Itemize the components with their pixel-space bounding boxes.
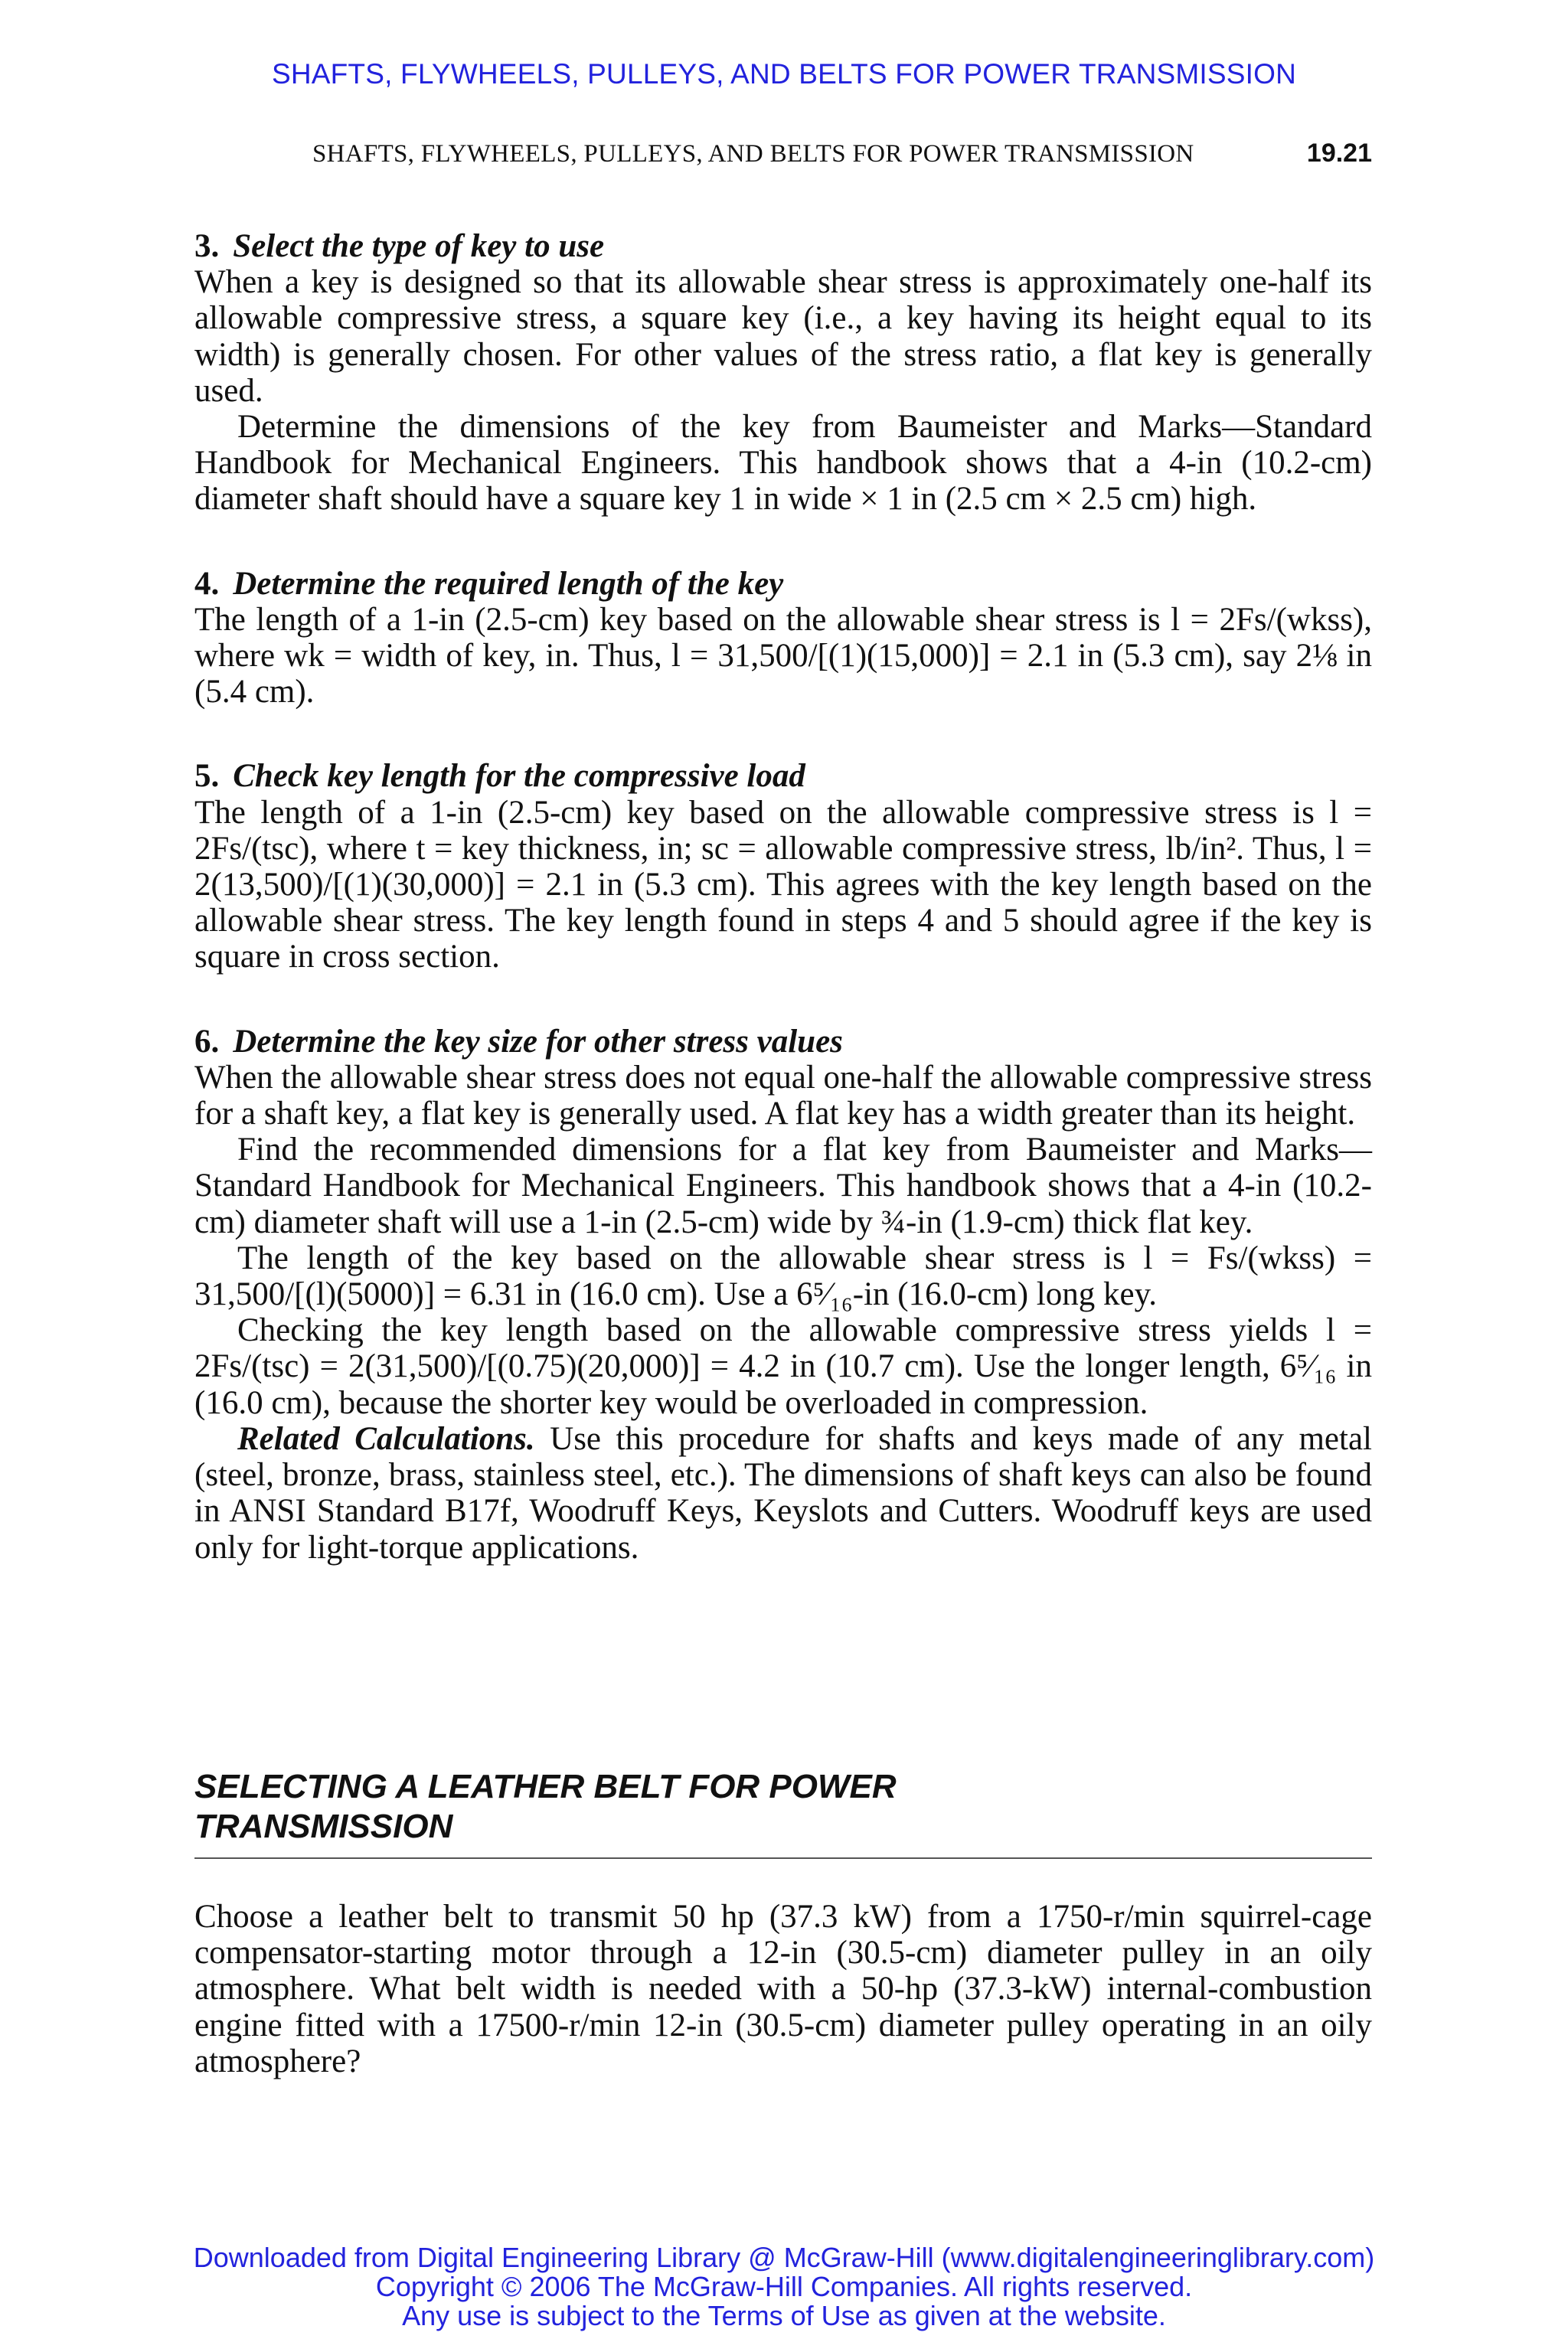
main-content — [194, 228, 1372, 1566]
step-6-heading — [194, 1024, 1372, 1060]
step-title: Select the type of key to use — [233, 228, 605, 264]
step-title: Determine the required length of the key — [233, 565, 784, 602]
step-title: Check key length for the compressive load — [233, 758, 805, 795]
document-banner: SHAFTS, FLYWHEELS, PULLEYS, AND BELTS FOR POWER TRANSMISSION — [271, 58, 1297, 90]
step-4 — [194, 566, 1372, 710]
step-6 — [194, 1024, 1372, 1566]
section-title — [194, 1767, 1372, 1859]
step-3-paragraph-1: When a key is designed so that its allowable shear stress is approximately one-half its allowable compressive stress, a square key (i.e., a key having its height equal to its width) is generally chosen. For other values of the stress ratio, a flat key is generally used. — [194, 264, 1372, 409]
running-head-title: SHAFTS, FLYWHEELS, PULLEYS, AND BELTS FOR POWER TRANSMISSION — [312, 140, 1194, 168]
step-3-heading — [194, 228, 1372, 264]
footer-download-link[interactable]: Downloaded from Digital Engineering Library @ McGraw-Hill (www.digitalengineeringlibrary.com) — [193, 2242, 1375, 2273]
step-title: Determine the key size for other stress values — [233, 1023, 843, 1060]
step-3-paragraph-2: Determine the dimensions of the key from Baumeister and Marks—Standard Handbook for Mechanical Engineers. This handbook shows that a 4-in (10.2-cm) diameter shaft should have a square key 1 in wide × 1 in (2.5 cm × 2.5 cm) high. — [194, 409, 1372, 518]
related-calculations-text: Use this procedure for shafts and keys made of any metal (steel, bronze, brass, stainless steel, etc.). The dimensions of shaft keys can also be found in ANSI Standard B17f, Woodruff Keys, Keyslots and Cutters. Woodruff keys are used only for light-torque applications. — [194, 1420, 1372, 1566]
step-number: 3. — [194, 228, 220, 264]
section-title-line-2: TRANSMISSION — [194, 1808, 453, 1845]
step-4-heading — [194, 566, 1372, 602]
step-number: 6. — [194, 1023, 220, 1060]
problem-statement: Choose a leather belt to transmit 50 hp (37.3 kW) from a 1750-r/min squirrel-cage compensator-starting motor through a 12-in (30.5-cm) diameter pulley in an oily atmosphere. What belt width is needed with a 50-hp (37.3-kW) internal-combustion engine fitted with a 17500-r/min 12-in (30.5-cm) diameter pulley operating in an oily atmosphere? — [194, 1899, 1372, 2079]
step-number: 4. — [194, 565, 220, 602]
footer — [0, 2243, 1568, 2331]
page-number: 19.21 — [1306, 139, 1372, 168]
step-6-paragraph-2: Find the recommended dimensions for a flat key from Baumeister and Marks—Standard Handbook for Mechanical Engineers. This handbook shows that a 4-in (10.2-cm) diameter shaft will use a 1-in (2.5-cm) wide by ¾-in (1.9-cm) thick flat key. — [194, 1132, 1372, 1240]
related-calculations — [194, 1421, 1372, 1566]
step-5 — [194, 758, 1372, 975]
step-3 — [194, 228, 1372, 518]
section-title-line-1: SELECTING A LEATHER BELT FOR POWER — [194, 1768, 897, 1805]
step-5-heading — [194, 758, 1372, 794]
footer-terms-link[interactable]: Any use is subject to the Terms of Use as given at the website. — [402, 2300, 1166, 2331]
step-6-paragraph-1: When the allowable shear stress does not equal one-half the allowable compressive stress for a shaft key, a flat key is generally used. A flat key has a width greater than its height. — [194, 1059, 1372, 1132]
footer-copyright: Copyright © 2006 The McGraw-Hill Companies. All rights reserved. — [375, 2271, 1193, 2302]
step-6-paragraph-4: Checking the key length based on the allowable compressive stress yields l = 2Fs/(tsc) = 2(31,500)/[(0.75)(20,000)] = 4.2 in (10.7 cm). Use the longer length, 6⁵⁄₁₆ in (16.0 cm), because the shorter key would be overloaded in compression. — [194, 1312, 1372, 1421]
step-5-paragraph-1: The length of a 1-in (2.5-cm) key based on the allowable compressive stress is l = 2Fs/(tsc), where t = key thickness, in; sc = allowable compressive stress, lb/in². Thus, l = 2(13,500)/[(1)(30,000)] = 2.1 in (5.3 cm). This agrees with the key length based on the allowable shear stress. The key length found in steps 4 and 5 should agree if the key is square in cross section. — [194, 794, 1372, 975]
step-6-paragraph-3: The length of the key based on the allowable shear stress is l = Fs/(wkss) = 31,500/[(l)(5000)] = 6.31 in (16.0 cm). Use a 6⁵⁄₁₆-in (16.0-cm) long key. — [194, 1240, 1372, 1313]
related-calculations-label: Related Calculations. — [237, 1420, 535, 1457]
step-4-paragraph-1: The length of a 1-in (2.5-cm) key based on the allowable shear stress is l = 2Fs/(wkss), where wk = width of key, in. Thus, l = 31,500/[(1)(15,000)] = 2.1 in (5.3 cm), say 2⅛ in (5.4 cm). — [194, 601, 1372, 710]
step-number: 5. — [194, 758, 220, 795]
